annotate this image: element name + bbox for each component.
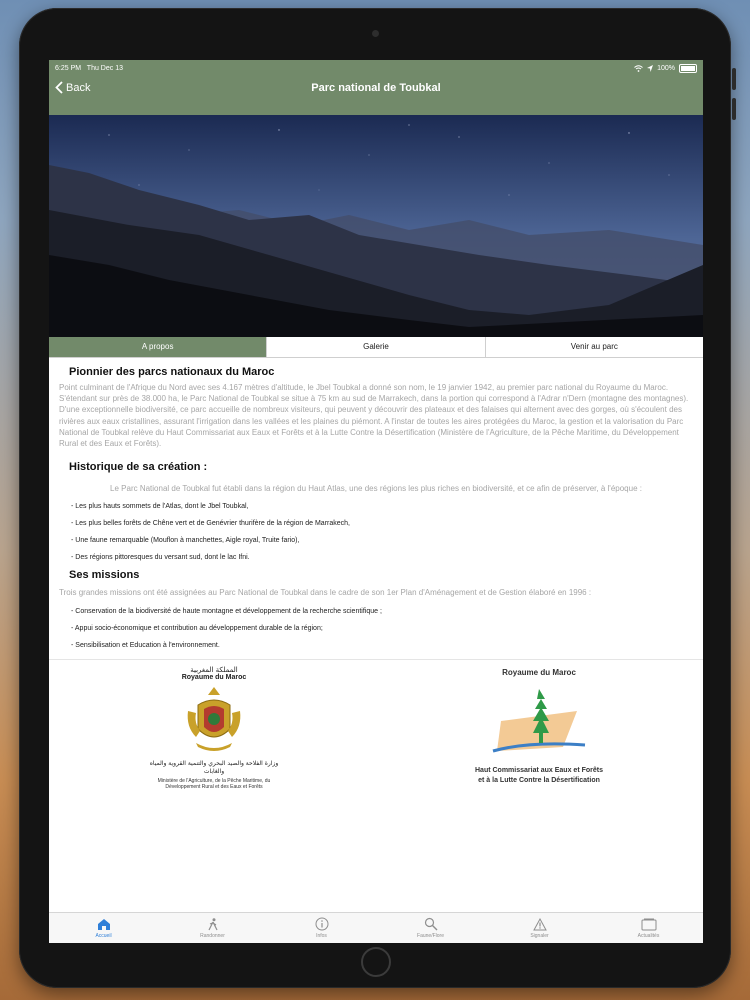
partner-logos — [49, 659, 703, 892]
coat-of-arms-icon — [182, 683, 246, 755]
section-text-pionnier: Point culminant de l'Afrique du Nord avec ses 4.167 mètres d'altitude, le Jbel Toubkal a donné son nom, le 19 janvier 1942, au premier parc national du Royaume du Maroc. S'étendant sur près de 38.000 ha, le Parc National de Toubkal se situe à 75 km au sud de Marrakech, dans la portion qui correspond à l'Adrar n'Dern (montagne des montagnes). D'une exceptionnelle biodiversité, ce parc accueille de nombreux visiteurs, qui peuvent y découvrir des plateaux et des falaises qui alternent avec des gorges, où s'écoulent des rivières aux eaux cristallines, assurant l'irrigation dans les vallées et les plaines du piémont. A l'instar de toutes les aires protégées du Maroc, la gestion et la valorisation du Parc National de Toubkal relève du Haut Commissariat aux Eaux et Forêts et à la Lutte Contre la Désertification (Ministère de l'Agriculture, de la Pêche Maritime, du Développement Rural et des Eaux et Forêts). — [59, 383, 689, 449]
nav-bar — [49, 76, 703, 115]
tabbar-accueil[interactable] — [49, 913, 158, 943]
tabbar-infos[interactable] — [267, 913, 376, 943]
logo-left-label: Royaume du Maroc — [181, 673, 247, 681]
page-title: Parc national de Toubkal — [311, 82, 441, 94]
battery-percent: 100% — [657, 64, 675, 72]
list-item: - Des régions pittoresques du versant sud, dont le lac Ifni. — [71, 554, 250, 562]
logo-right-sub1: Haut Commissariat aux Eaux et Forêts — [475, 766, 603, 774]
tabbar-label: Accueil — [95, 932, 112, 939]
missions-list — [59, 608, 693, 649]
tabbar-label: Signaler — [530, 932, 549, 939]
status-date: Thu Dec 13 — [86, 64, 123, 72]
hcefld-logo — [459, 668, 619, 786]
list-item: - Une faune remarquable (Mouflon à manchettes, Aigle royal, Truite fario), — [71, 537, 300, 545]
location-arrow-icon — [647, 65, 653, 72]
back-label: Back — [66, 81, 91, 94]
logo-ministry-text: Ministère de l'Agriculture, de la Pêche Maritime, du Développement Rural et des Eaux et Forêts — [157, 777, 271, 790]
home-button[interactable] — [361, 947, 391, 977]
tree-emblem-icon — [489, 681, 589, 761]
tabbar-label: Actualités — [637, 932, 660, 939]
logo-arabic-ministry: وزارة الفلاحة والصيد البحري والتنمية القروية والمياه والغابات — [149, 759, 279, 775]
list-item: - Les plus hauts sommets de l'Atlas, dont le Jbel Toubkal, — [71, 503, 249, 511]
list-item: - Appui socio-économique et contribution au développement durable de la région; — [71, 624, 323, 632]
section-text-missions: Trois grandes missions ont été assignées au Parc National de Toubkal dans le cadre de son 1er Plan d'Aménagement et de Gestion élaboré en 1996 : — [59, 588, 592, 598]
list-item: - Les plus belles forêts de Chêne vert et de Genévrier thurifère de la région de Marrakech, — [71, 520, 350, 528]
volume-up-button — [732, 68, 736, 90]
hero-image — [49, 115, 703, 337]
battery-icon — [679, 64, 697, 73]
historique-list — [59, 503, 693, 561]
tabbar-label: Infos — [316, 933, 327, 939]
front-camera — [372, 30, 379, 37]
tab-galerie[interactable]: Galerie — [266, 337, 484, 357]
section-title-pionnier: Pionnier des parcs nationaux du Maroc — [69, 366, 275, 378]
section-title-historique: Historique de sa création : — [69, 461, 208, 474]
status-left — [55, 65, 634, 72]
tabbar-label: Faune/Flore — [417, 933, 444, 939]
search-icon — [424, 917, 438, 931]
info-icon — [315, 917, 329, 931]
tabbar-label: Randonner — [200, 932, 225, 939]
status-right — [634, 64, 697, 73]
section-title-missions: Ses missions — [69, 569, 140, 582]
bottom-tab-bar — [49, 912, 703, 943]
tabbar-actualites[interactable] — [594, 913, 703, 943]
list-item: - Conservation de la biodiversité de haute montagne et développement de la recherche scientifique ; — [71, 607, 382, 615]
tabbar-faune-flore[interactable] — [376, 913, 485, 943]
list-item: - Sensibilisation et Education à l'environnement. — [71, 641, 220, 649]
header — [49, 60, 703, 115]
news-icon — [641, 918, 657, 931]
ministry-logo — [149, 666, 279, 790]
logo-arabic-top: المملكة المغربية — [190, 665, 238, 674]
status-bar — [49, 60, 703, 76]
app-screen — [49, 60, 703, 943]
logo-right-sub2: et à la Lutte Contre la Désertification — [478, 776, 600, 784]
ipad-frame — [19, 8, 731, 988]
warning-icon — [533, 918, 547, 931]
hiker-icon — [206, 918, 220, 931]
tabbar-signaler[interactable] — [485, 913, 594, 943]
status-time: 6:25 PM — [55, 64, 82, 72]
content-area — [49, 358, 703, 649]
tab-a-propos[interactable]: A propos — [49, 337, 266, 357]
segment-tabs — [49, 337, 703, 358]
volume-down-button — [732, 98, 736, 120]
mountain-night-image — [49, 115, 703, 337]
tab-venir-au-parc[interactable]: Venir au parc — [485, 337, 703, 357]
section-text-historique: Le Parc National de Toubkal fut établi dans la région du Haut Atlas, une des régions les plus riches en biodiversité, et ce afin de préserver, à l'époque : — [110, 484, 642, 494]
home-icon — [97, 918, 111, 931]
logo-right-label: Royaume du Maroc — [502, 667, 576, 677]
wifi-icon — [634, 65, 643, 72]
tabbar-randonner[interactable] — [158, 913, 267, 943]
